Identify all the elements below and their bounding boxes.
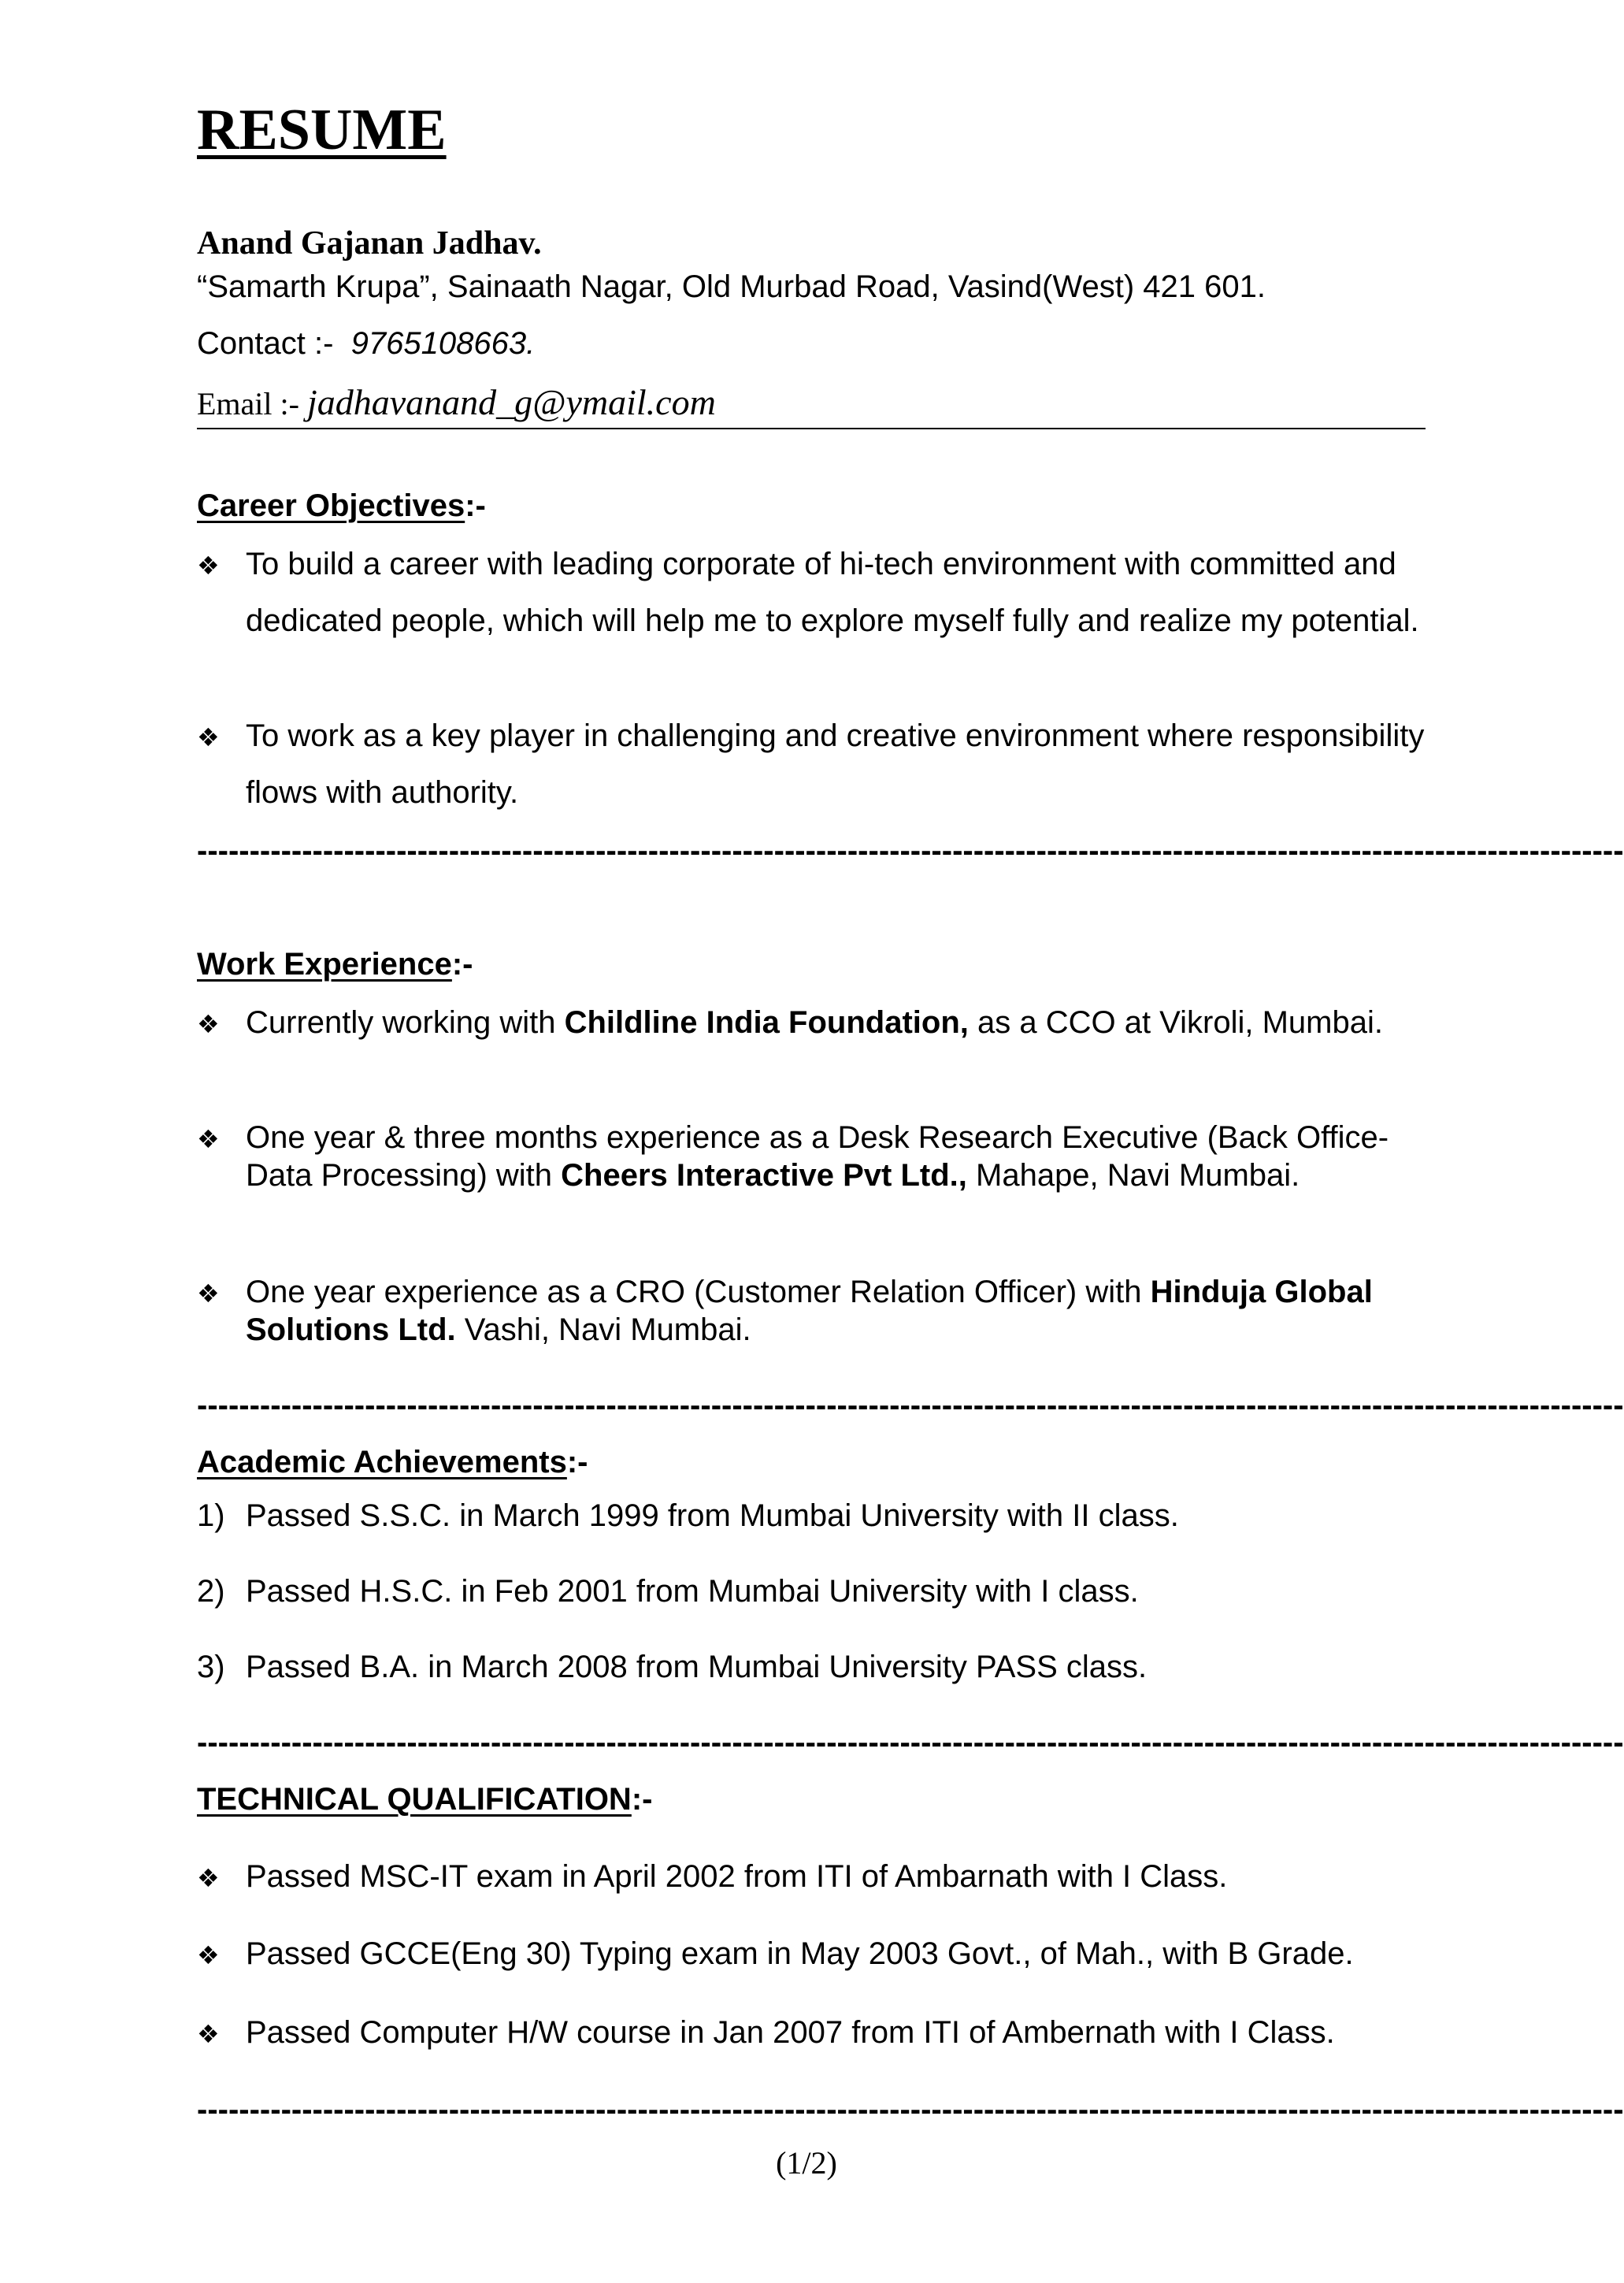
technical-item: ❖ Passed MSC-IT exam in April 2002 from ITI of Ambarnath with I Class. [197,1859,1228,1894]
list-number: 1) [197,1498,225,1533]
technical-item: ❖ Passed GCCE(Eng 30) Typing exam in May 2003 Govt., of Mah., with B Grade. [197,1936,1354,1971]
diamond-bullet-icon: ❖ [197,723,220,752]
employer-name: Childline India Foundation, [564,1005,969,1040]
contact-number: 9765108663. [350,326,536,361]
diamond-bullet-icon: ❖ [197,1010,220,1038]
page-number: (1/2) [776,2145,837,2181]
section-separator: ---------------------------------------------------------------------------------------------------------------------------------------- [197,1725,1624,1760]
academic-item: 1) Passed S.S.C. in March 1999 from Mumbai University with II class. [197,1498,1179,1533]
academic-item: 3) Passed B.A. in March 2008 from Mumbai University PASS class. [197,1650,1148,1684]
academic-achievements-heading: Academic Achievements:- [197,1445,588,1479]
address: “Samarth Krupa”, Sainaath Nagar, Old Murbad Road, Vasind(West) 421 601. [197,269,1266,304]
work-experience-item: ❖ One year & three months experience as a Desk Research Executive (Back Office-Data Processing) with Cheers Interactive Pvt Ltd., Mahape, Navi Mumbai. [197,1120,1389,1193]
section-separator: ---------------------------------------------------------------------------------------------------------------------------------------- [197,1388,1624,1423]
work-experience-item: ❖ Currently working with Childline India Foundation, as a CCO at Vikroli, Mumbai. [197,994,1433,1051]
diamond-bullet-icon: ❖ [197,1941,220,1969]
section-separator: ---------------------------------------------------------------------------------------------------------------------------------------- [197,833,1624,868]
contact-line [197,328,535,359]
header-divider [197,428,1426,429]
list-number: 2) [197,1574,225,1609]
technical-qualification-heading: TECHNICAL QUALIFICATION:- [197,1782,653,1817]
diamond-bullet-icon: ❖ [197,1864,220,1892]
email-label: Email :- [197,386,299,421]
career-objective-item: ❖ To build a career with leading corporate of hi-tech environment with committed and dedicated people, which will help me to explore myself fully and realize my potential. [197,536,1433,649]
email-address: jadhavanand_g@ymail.com [306,382,716,422]
career-objectives-heading: Career Objectives:- [197,488,486,523]
section-separator: ---------------------------------------------------------------------------------------------------------------------------------------- [197,2092,1624,2127]
contact-label: Contact :- [197,326,334,361]
email-line [197,384,716,421]
list-number: 3) [197,1650,225,1684]
page-title: RESUME [197,98,447,162]
employer-name: Hinduja Global Solutions Ltd. [246,1275,1373,1347]
career-objective-item: ❖ To work as a key player in challenging and creative environment where responsibility flows with authority. [197,707,1433,821]
diamond-bullet-icon: ❖ [197,1279,220,1308]
diamond-bullet-icon: ❖ [197,1125,220,1153]
technical-item: ❖ Passed Computer H/W course in Jan 2007 from ITI of Ambernath with I Class. [197,2015,1335,2050]
diamond-bullet-icon: ❖ [197,551,220,580]
employer-name: Cheers Interactive Pvt Ltd., [561,1158,967,1193]
applicant-name: Anand Gajanan Jadhav. [197,225,542,262]
work-experience-item: ❖ One year experience as a CRO (Customer Relation Officer) with Hinduja Global Solutions Ltd. Vashi, Navi Mumbai. [197,1275,1373,1347]
diamond-bullet-icon: ❖ [197,2020,220,2048]
work-experience-heading: Work Experience:- [197,947,473,982]
academic-item: 2) Passed H.S.C. in Feb 2001 from Mumbai University with I class. [197,1574,1139,1609]
